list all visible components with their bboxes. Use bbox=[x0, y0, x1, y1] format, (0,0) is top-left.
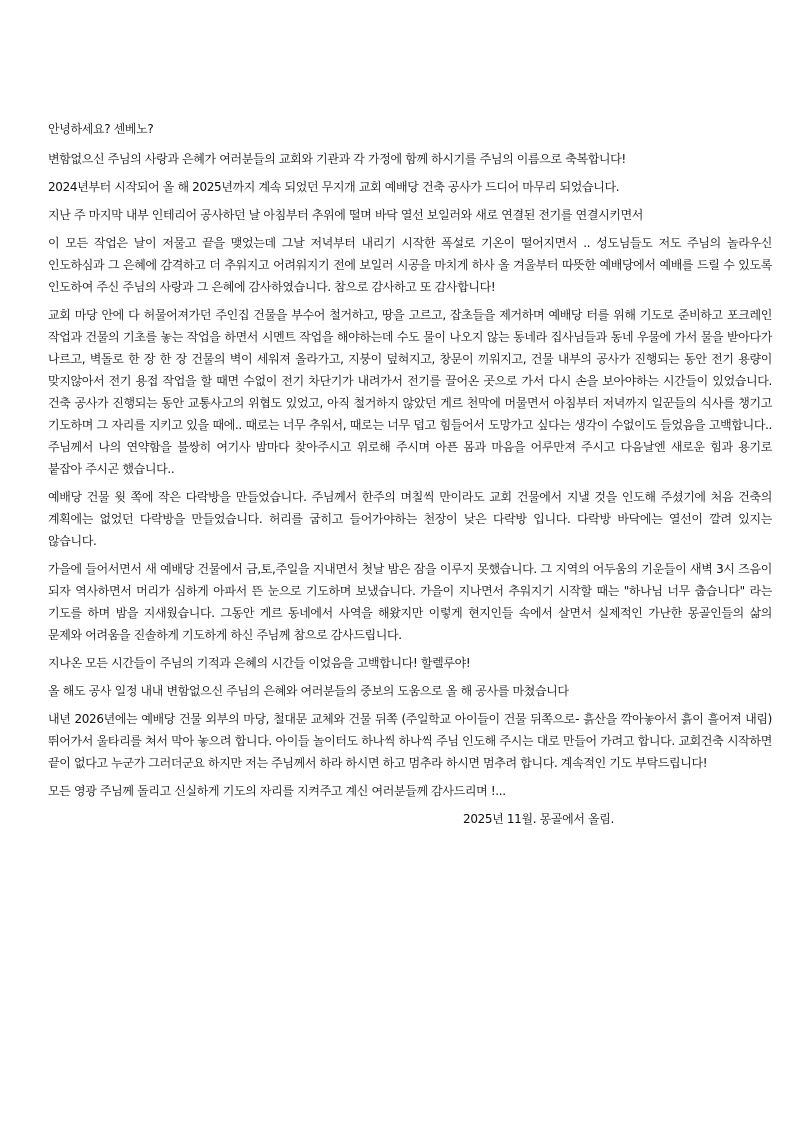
letter-paragraph-this-year: 올 해도 공사 일정 내내 변함없으신 주님의 은혜와 여러분들의 중보의 도움으로 올 해 공사를 마쳤습니다 bbox=[48, 684, 569, 698]
letter-paragraph-next-year: 내년 2026년에는 예배당 건물 외부의 마당, 철대문 교체와 건물 뒤쪽 (주일학교 아이들이 건물 뒤쪽으로- 흙산을 깍아놓아서 흙이 흘어져 내림) 뛰어가서 울타리를 쳐서 막아 놓으려 합니다. 아이들 놀이터도 하나씩 하나씩 주님 인도해 주시는 대로 만들어 가려고 합니다. 교회건축 시작하면 끝이 없다고 누군가 그러더군요 하지만 저는 주님께서 하라 하시면 하고 멈추라 하시면 멈추려 합니다. 계속적인 기도 부탁드립니다! bbox=[48, 712, 772, 770]
letter-paragraph-attic: 예배당 건물 윗 쪽에 작은 다락방을 만들었습니다. 주님께서 한주의 며칠씩 만이라도 교회 건물에서 지낼 것을 인도해 주셨기에 처음 건축의 계획에는 없었던 다락방을 만들었습니다. 허리를 굽히고 들어가야하는 천장이 낮은 다락방 입니다. 다락방 바닥에는 열선이 깔려 있지는 않습니다. bbox=[48, 490, 772, 548]
letter-paragraph-building-process: 교회 마당 안에 다 허물어져가던 주인집 건물을 부수어 철거하고, 땅을 고르고, 잡초들을 제거하며 예배당 터를 위해 기도로 준비하고 포크레인 작업과 건물의 기초를 놓는 작업을 하면서 시멘트 작업을 해야하는데 수도 물이 나오지 않는 동네라 집사님들과 동네 우물에 가서 물을 받아다가 나르고, 벽돌로 한 장 한 장 건물의 벽이 세워져 올라가고, 지붕이 덮혀지고, 창문이 끼워지고, 건물 내부의 공사가 진행되는 동안 전기 용량이 맞지않아서 전기 용접 작업을 할 때면 수없이 전기 차단기가 내려가서 전기를 끌어온 곳으로 가서 다시 손을 보아야하는 시간들이 있었습니다. 건축 공사가 진행되는 동안 교통사고의 위협도 있었고, 아직 철거하지 않았던 게르 천막에 머물면서 아침부터 저녁까지 일꾼들의 식사를 챙기고 기도하며 그 자리를 지키고 있을 때에.. 때로는 너무 추워서, 때로는 너무 덥고 힘들어서 도망가고 싶다는 생각이 수없이도 들었음을 고백합니다.. 주님께서 나의 연약함을 불쌍히 여기사 밤마다 찾아주시고 위로해 주시며 아픈 몸과 마음을 어루만져 주시고 다음날엔 새로운 힘과 용기로 붙잡아 주시곤 했습니다.. bbox=[48, 308, 772, 476]
letter-paragraph-snowfall: 이 모든 작업은 날이 저물고 끝을 맺었는데 그날 저녁부터 내리기 시작한 폭설로 기온이 떨어지면서 .. 성도님들도 저도 주님의 놀라우신 인도하심과 그 은혜에 감격하고 더 추워지고 어려워지기 전에 보일러 시공을 마치게 하사 올 겨울부터 따뜻한 예배당에서 예배를 드릴 수 있도록 인도하여 주신 주님의 사랑과 그 은혜에 감사하였습니다. 참으로 감사하고 또 감사합니다! bbox=[48, 236, 772, 294]
letter-paragraph-closing: 모든 영광 주님께 돌리고 신실하게 기도의 자리를 지켜주고 계신 여러분들께 감사드리며 !... bbox=[48, 784, 506, 798]
letter-page bbox=[48, 118, 772, 836]
letter-paragraph-autumn: 가을에 들어서면서 새 예배당 건물에서 금,토,주일을 지내면서 첫날 밤은 잠을 이루지 못했습니다. 그 지역의 어두움의 기운들이 새벽 3시 즈음이 되자 역사하면서 머리가 심하게 아파서 뜬 눈으로 기도하며 보냈습니다. 가을이 지나면서 추워지기 시작할 때는 "하나님 너무 춥습니다" 라는 기도를 하며 밤을 지새웠습니다. 그동안 게르 동네에서 사역을 해왔지만 이렇게 현지인들 속에서 살면서 실제적인 가난한 몽골인들의 삶의 문제와 어려움을 진솔하게 기도하게 하신 주님께 참으로 감사드립니다. bbox=[48, 562, 772, 642]
letter-paragraph-hallelujah: 지나온 모든 시간들이 주님의 기적과 은혜의 시간들 이었음을 고백합니다! 할렐루야! bbox=[48, 656, 471, 670]
letter-paragraph-construction-complete: 2024년부터 시작되어 올 해 2025년까지 계속 되었던 무지개 교회 예배당 건축 공사가 드디어 마무리 되었습니다. bbox=[48, 180, 620, 194]
letter-paragraph-blessing: 변함없으신 주님의 사랑과 은혜가 여러분들의 교회와 기관과 각 가정에 함께 하시기를 주님의 이름으로 축복합니다! bbox=[48, 152, 626, 166]
letter-greeting: 안녕하세요? 센베노? bbox=[48, 122, 154, 136]
letter-signature: 2025년 11월. 몽골에서 올림. bbox=[463, 812, 614, 826]
letter-paragraph-last-week: 지난 주 마지막 내부 인테리어 공사하던 날 아침부터 추위에 떨며 바닥 열선 보일러와 새로 연결된 전기를 연결시키면서 bbox=[48, 208, 644, 222]
